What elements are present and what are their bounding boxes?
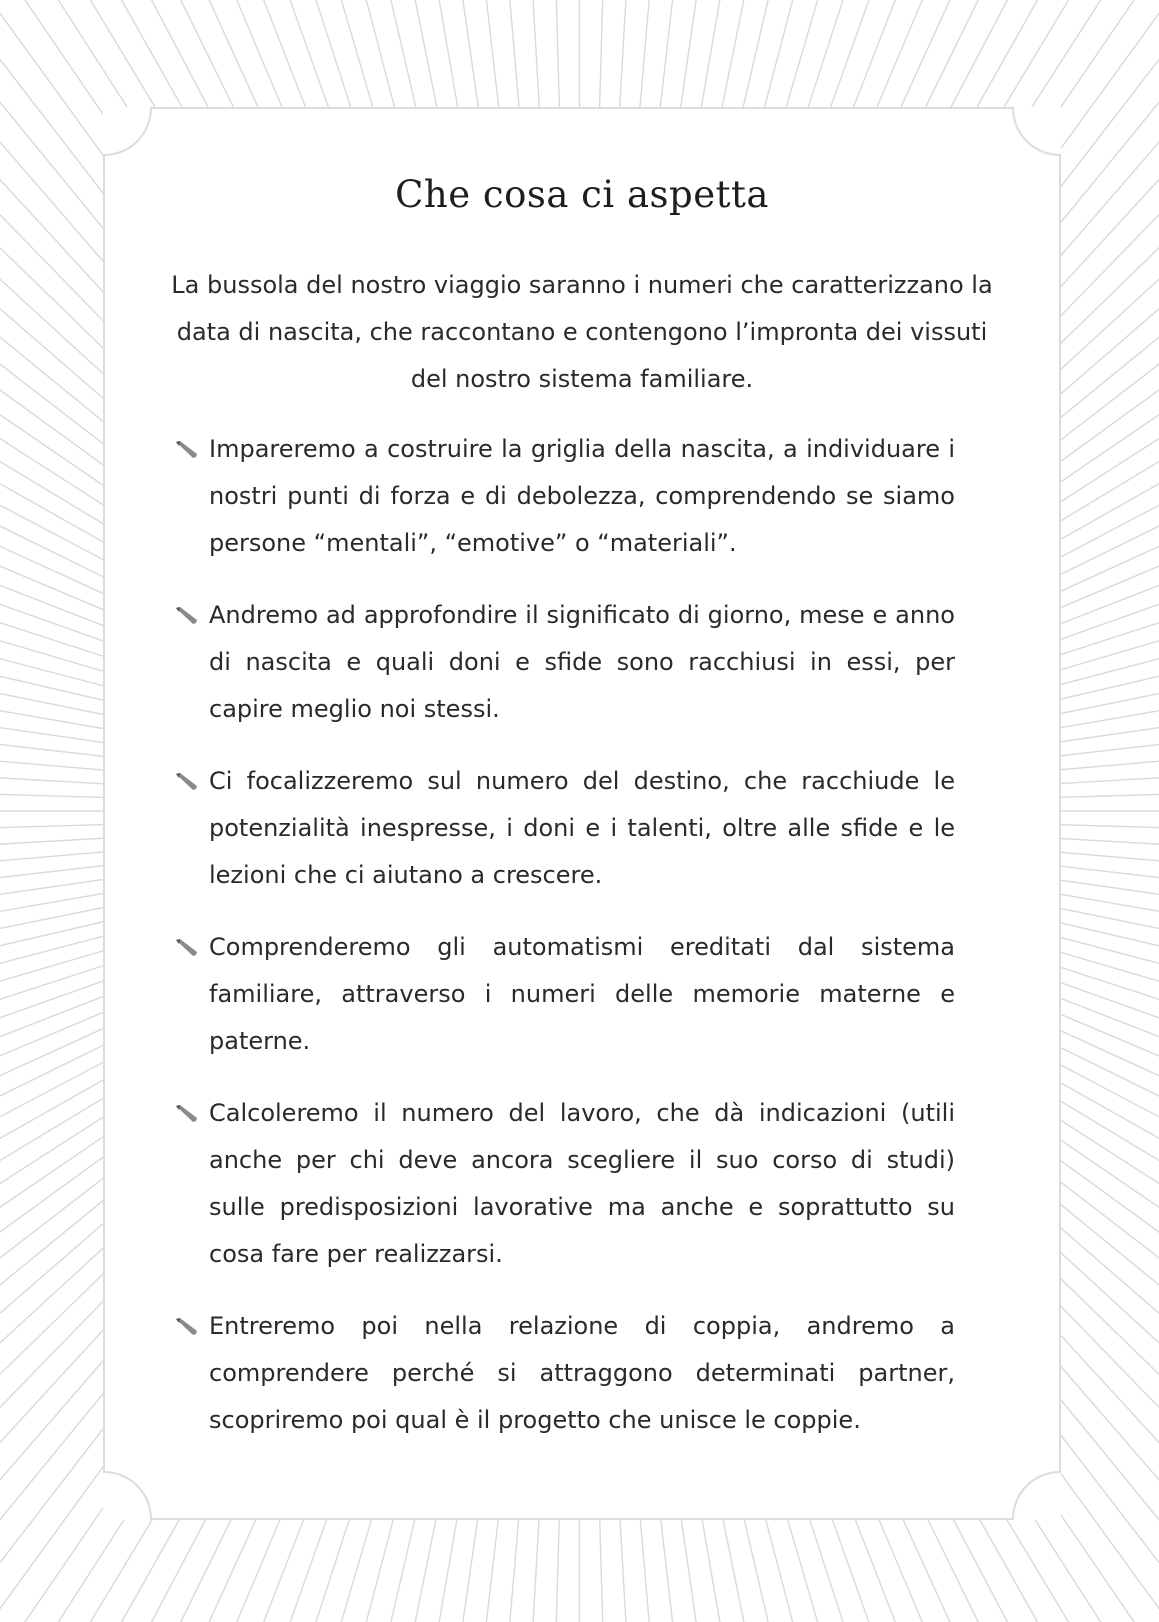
list-item bbox=[175, 758, 955, 899]
pencil-icon bbox=[175, 441, 199, 459]
list-item bbox=[175, 1090, 955, 1278]
list-item bbox=[175, 426, 955, 567]
intro-paragraph: La bussola del nostro viaggio saranno i numeri che caratterizzano la data di nascita, che raccontano e contengono l’impronta dei vissuti del nostro sistema familiare. bbox=[171, 271, 993, 393]
pencil-icon bbox=[175, 773, 199, 791]
pencil-icon bbox=[175, 939, 199, 957]
list-item-text: Andremo ad approfondire il significato di giorno, mese e anno di nascita e quali doni e sfide sono racchiusi in essi, per capire meglio noi stessi. bbox=[209, 601, 955, 723]
bullet-list bbox=[175, 426, 955, 1469]
list-item bbox=[175, 1303, 955, 1444]
pencil-icon bbox=[175, 1318, 199, 1336]
content-card bbox=[103, 107, 1061, 1520]
list-item-text: Impareremo a costruire la griglia della nascita, a individuare i nostri punti di forza e di debolezza, comprendendo se siamo persone “mentali”, “emotive” o “materiali”. bbox=[209, 435, 955, 557]
pencil-icon bbox=[175, 1105, 199, 1123]
list-item bbox=[175, 592, 955, 733]
list-item-text: Calcoleremo il numero del lavoro, che dà indicazioni (utili anche per chi deve ancora scegliere il suo corso di studi) sulle predisposizioni lavorative ma anche e soprattutto su cosa fare per realizzarsi. bbox=[209, 1099, 955, 1268]
list-item-text: Comprenderemo gli automatismi ereditati dal sistema familiare, attraverso i numeri delle memorie materne e paterne. bbox=[209, 933, 955, 1055]
page-title: Che cosa ci aspetta bbox=[395, 173, 769, 216]
list-item-text: Entreremo poi nella relazione di coppia, andremo a comprendere perché si attraggono determinati partner, scopriremo poi qual è il progetto che unisce le coppie. bbox=[209, 1312, 955, 1434]
list-item-text: Ci focalizzeremo sul numero del destino, che racchiude le potenzialità inespresse, i doni e i talenti, oltre alle sfide e le lezioni che ci aiutano a crescere. bbox=[209, 767, 955, 889]
list-item bbox=[175, 924, 955, 1065]
pencil-icon bbox=[175, 607, 199, 625]
